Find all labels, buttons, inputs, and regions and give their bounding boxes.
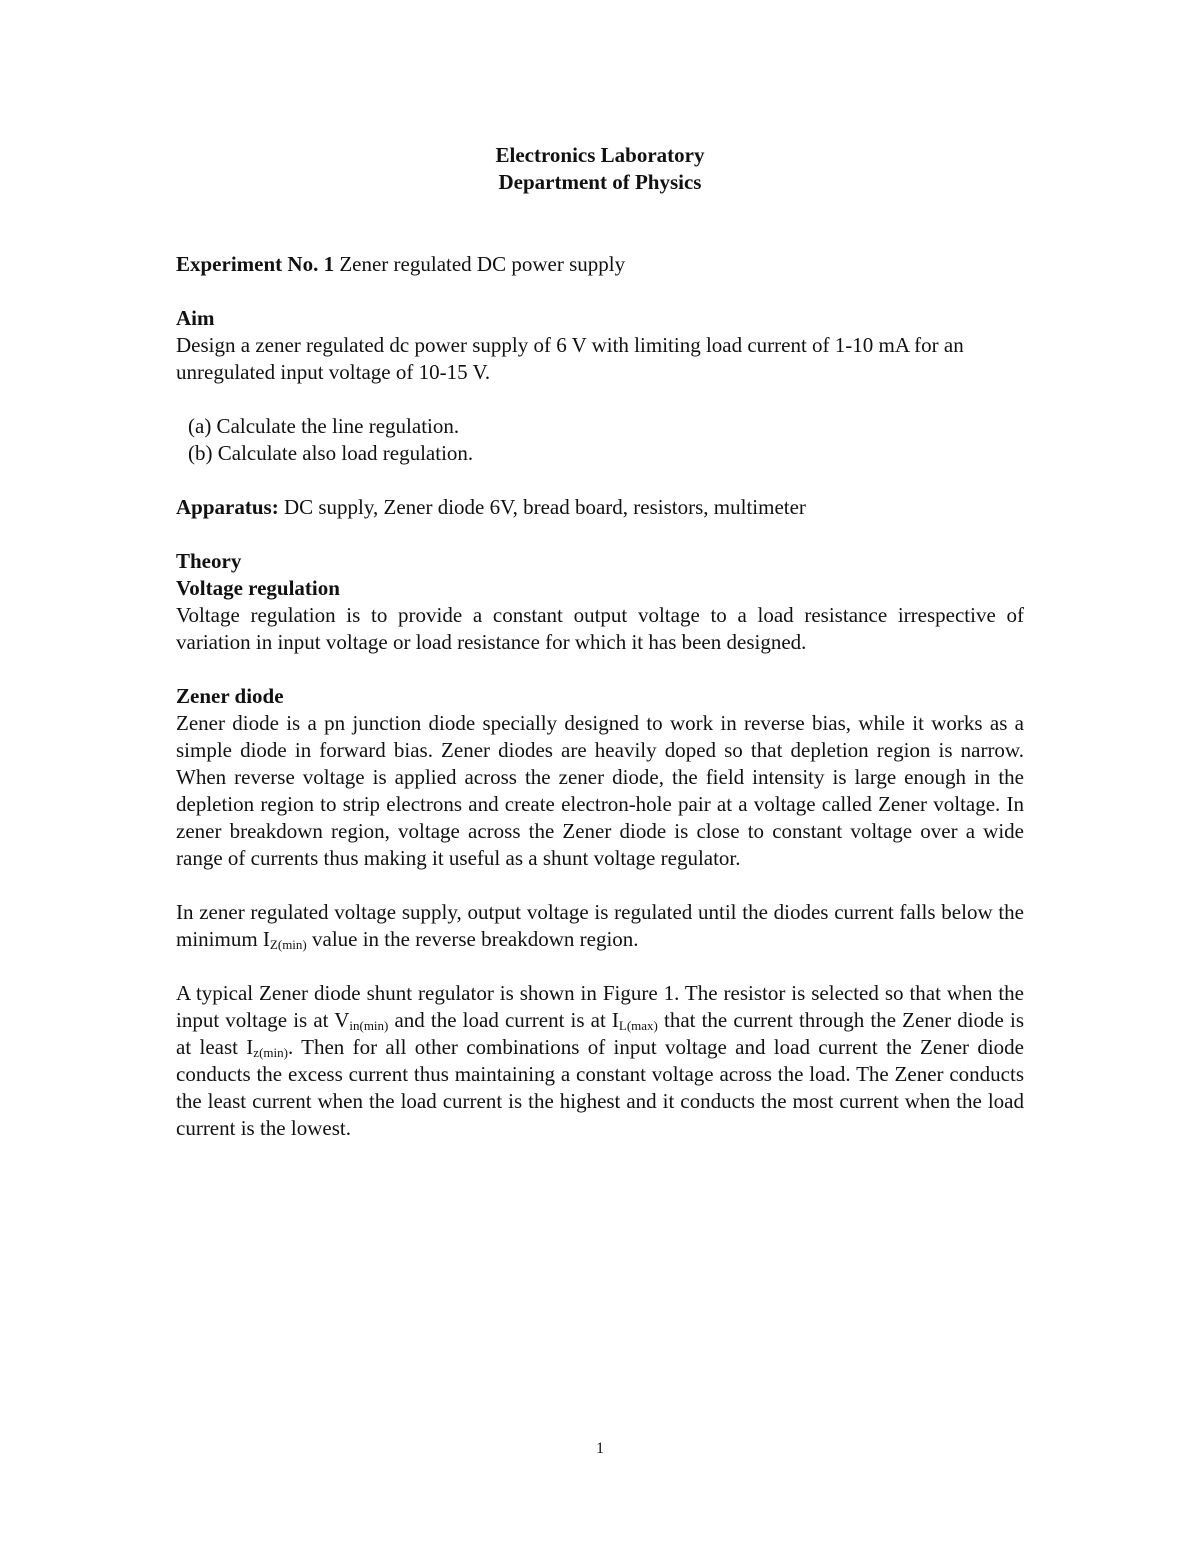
header-line-2: Department of Physics xyxy=(498,170,702,194)
zener-diode-paragraph-1: Zener diode is a pn junction diode specially designed to work in reverse bias, while it works as a simple diode in forward bias. Zener diodes are heavily doped so that depletion region is narrow. When reverse voltage is applied across the zener diode, the field intensity is large enough in the depletion region to strip electrons and create electron-hole pair at a voltage called Zener voltage. In zener breakdown region, voltage across the Zener diode is close to constant voltage over a wide range of currents thus making it useful as a shunt voltage regulator. xyxy=(176,711,1024,870)
experiment-line xyxy=(176,251,1024,278)
p3-text-c: that the current through the Zener diode is at least I xyxy=(176,1008,1024,1059)
apparatus-text: DC supply, Zener diode 6V, bread board, resistors, multimeter xyxy=(278,495,806,519)
p3-subscript-2: L(max) xyxy=(618,1018,658,1033)
theory-heading: Theory xyxy=(176,549,242,573)
experiment-label: Experiment No. 1 xyxy=(176,252,335,276)
zener-diode-paragraph-3 xyxy=(176,980,1024,1142)
p2-subscript: Z(min) xyxy=(269,937,307,952)
zener-diode-heading: Zener diode xyxy=(176,684,284,708)
aim-text: Design a zener regulated dc power supply of 6 V with limiting load current of 1-10 mA for an unregulated input voltage of 10-15 V. xyxy=(176,333,964,384)
apparatus-label: Apparatus: xyxy=(176,495,279,519)
p3-text-b: and the load current is at I xyxy=(388,1008,619,1032)
header-line-1: Electronics Laboratory xyxy=(495,143,705,167)
p3-subscript-1: in(min) xyxy=(349,1018,389,1033)
aim-list xyxy=(188,413,1024,467)
p2-text-after: value in the reverse breakdown region. xyxy=(306,927,639,951)
page-number: 1 xyxy=(596,1440,604,1457)
p2-text-before: In zener regulated voltage supply, output voltage is regulated until the diodes current falls below the minimum I xyxy=(176,900,1024,951)
aim-list-item: (a) Calculate the line regulation. xyxy=(188,414,460,438)
p3-text-d: . Then for all other combinations of input voltage and load current the Zener diode conducts the excess current thus maintaining a constant voltage across the load. The Zener conducts the least current when the load current is the highest and it conducts the most current when the load current is the lowest. xyxy=(176,1035,1024,1140)
page-content xyxy=(176,142,1024,1142)
aim-list-item: (b) Calculate also load regulation. xyxy=(188,441,474,465)
zener-diode-paragraph-2 xyxy=(176,899,1024,953)
apparatus-line xyxy=(176,494,1024,521)
voltage-regulation-text: Voltage regulation is to provide a constant output voltage to a load resistance irrespective of variation in input voltage or load resistance for which it has been designed. xyxy=(176,603,1024,654)
experiment-title: Zener regulated DC power supply xyxy=(334,252,626,276)
p3-subscript-3: z(min) xyxy=(253,1045,288,1060)
p3-text-a: A typical Zener diode shunt regulator is shown in Figure 1. The resistor is selected so that when the input voltage is at V xyxy=(176,981,1024,1032)
aim-heading: Aim xyxy=(176,306,215,330)
voltage-regulation-heading: Voltage regulation xyxy=(176,576,340,600)
